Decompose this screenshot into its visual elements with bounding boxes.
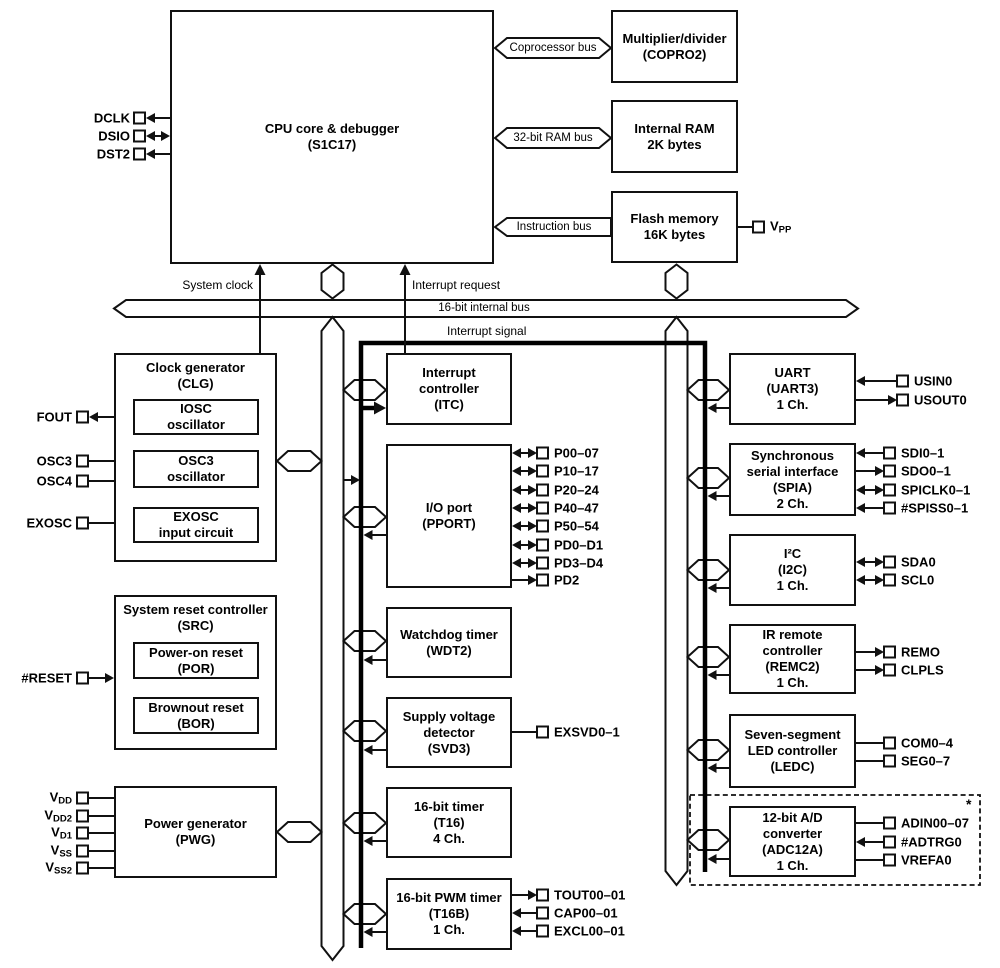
- block-por-l2: (POR): [177, 660, 215, 676]
- block-remc-l4: 1 Ch.: [776, 675, 809, 690]
- pin-label-clpls: CLPLS: [901, 662, 944, 678]
- block-src-subtitle: (SRC): [177, 618, 214, 633]
- port-pin-lines: [512, 448, 548, 586]
- block-uart-l3: 1 Ch.: [776, 397, 809, 412]
- vd1-sub: D1: [59, 830, 72, 842]
- block-itc-l1: Interrupt: [422, 365, 476, 380]
- vss2-base: V: [45, 859, 55, 875]
- vpp-base: V: [770, 218, 779, 234]
- pin-label-scl: SCL0: [901, 572, 935, 588]
- block-remc-l2: controller: [762, 643, 823, 658]
- block-t16b-l3: 1 Ch.: [433, 922, 465, 937]
- vdd-base: V: [49, 789, 59, 805]
- block-t16-l2: (T16): [433, 814, 465, 830]
- block-exosc-l1: EXOSC: [173, 509, 219, 524]
- pin-label-p40: P40–47: [554, 500, 599, 516]
- pin-label-exsvd: EXSVD0–1: [554, 724, 620, 740]
- block-t16b-l2: (T16B): [428, 906, 470, 921]
- block-bor-l2: (BOR): [177, 715, 215, 731]
- block-itc-l3: (ITC): [434, 397, 464, 412]
- block-bor-l1: Brownout reset: [148, 699, 244, 715]
- block-iosc: [133, 399, 259, 435]
- internal-bus-label: 16-bit internal bus: [438, 302, 530, 314]
- block-clg-subtitle: (CLG): [177, 376, 214, 391]
- block-svd: [386, 697, 512, 768]
- interrupt-signal-label: Interrupt signal: [447, 324, 527, 338]
- pin-label-adtrg: #ADTRG0: [901, 834, 962, 850]
- block-i2c-l3: 1 Ch.: [776, 578, 809, 593]
- vpp-pin-line: [738, 222, 764, 233]
- vdd2-base: V: [44, 807, 53, 823]
- block-adc-l4: 1 Ch.: [776, 857, 809, 873]
- block-spia-l3: (SPIA): [773, 479, 812, 495]
- pin-label-p00: P00–07: [554, 445, 599, 461]
- block-spia-l1: Synchronous: [750, 447, 835, 463]
- vdd-sub: DD: [58, 795, 72, 807]
- pin-label-exosc: EXOSC: [26, 515, 72, 531]
- block-pport-l2: (PPORT): [422, 516, 476, 531]
- pin-label-spiss: #SPISS0–1: [901, 500, 969, 516]
- pin-label-p10: P10–17: [554, 463, 599, 479]
- coprocessor-bus-label: Coprocessor bus: [509, 42, 597, 54]
- pin-label-pd0: PD0–D1: [554, 537, 604, 553]
- block-ram: [611, 100, 738, 173]
- ram-bus-label: 32-bit RAM bus: [513, 132, 593, 144]
- pin-label-vpp: [770, 219, 791, 236]
- system-clock-label: System clock: [182, 278, 253, 292]
- pin-label-seg: SEG0–7: [901, 753, 951, 769]
- pin-label-dclk: DCLK: [93, 110, 130, 126]
- right-vertical-bus: [666, 317, 688, 885]
- block-spia: [729, 443, 856, 516]
- pin-label-vss: [51, 843, 72, 860]
- pin-label-sdo: SDO0–1: [901, 463, 951, 479]
- block-pport-l1: I/O port: [425, 500, 473, 515]
- block-wdt: [386, 607, 512, 678]
- pin-label-p50: P50–54: [554, 518, 599, 534]
- block-pwg-l1: Power generator: [144, 816, 247, 831]
- pin-label-pd2: PD2: [554, 572, 580, 588]
- block-spia-l2: serial interface: [746, 463, 839, 479]
- block-uart-l2: (UART3): [766, 381, 819, 396]
- vpp-sub: PP: [778, 224, 792, 236]
- block-spia-l4: 2 Ch.: [776, 495, 809, 511]
- pin-label-pd3: PD3–D4: [554, 555, 604, 571]
- block-exosc: [133, 507, 259, 543]
- vdd2-sub: DD2: [52, 813, 72, 825]
- t16b-pin-lines: [512, 890, 548, 937]
- pin-label-adin: ADIN00–07: [901, 815, 969, 831]
- block-t16b-l1: 16-bit PWM timer: [396, 890, 502, 905]
- block-t16b: [386, 878, 512, 950]
- block-uart: [729, 353, 856, 425]
- block-src-title: System reset controller: [123, 602, 268, 617]
- block-i2c-l2: (I2C): [778, 562, 807, 577]
- pin-label-reset: #RESET: [21, 670, 72, 686]
- vss-sub: SS: [59, 848, 72, 860]
- block-osc3: [133, 450, 259, 488]
- block-ledc-l3: (LEDC): [770, 759, 815, 774]
- block-pwg: [114, 786, 277, 878]
- block-wdt-l2: (WDT2): [426, 642, 472, 658]
- block-remc-l1: IR remote: [762, 627, 823, 642]
- pin-label-tout: TOUT00–01: [554, 887, 626, 903]
- block-adc: [729, 806, 856, 877]
- block-i2c-l1: I²C: [783, 546, 802, 561]
- debug-pin-lines: [134, 113, 170, 160]
- cpu-bus-connector: [322, 265, 344, 299]
- block-pport: [386, 444, 512, 588]
- pin-label-vrefa: VREFA0: [901, 852, 952, 868]
- block-ledc-l1: Seven-segment: [744, 727, 841, 742]
- vd1-base: V: [51, 824, 60, 840]
- block-ledc-l2: LED controller: [747, 743, 838, 758]
- block-osc3-l1: OSC3: [178, 453, 214, 468]
- pin-label-cap: CAP00–01: [554, 905, 618, 921]
- block-adc-l3: (ADC12A): [762, 841, 823, 857]
- pin-label-usin: USIN0: [914, 373, 953, 389]
- block-uart-l1: UART: [774, 365, 811, 380]
- pin-label-vdd2: [44, 808, 72, 825]
- block-i2c: [729, 534, 856, 606]
- pin-label-dsio: DSIO: [98, 128, 130, 144]
- block-ledc: [729, 714, 856, 788]
- block-ram-size: 2K bytes: [647, 136, 702, 152]
- block-wdt-l1: Watchdog timer: [400, 626, 498, 642]
- pin-label-excl: EXCL00–01: [554, 923, 625, 939]
- block-ram-title: Internal RAM: [634, 120, 715, 136]
- block-adc-l1: 12-bit A/D: [762, 809, 823, 825]
- block-svd-l3: (SVD3): [427, 740, 471, 756]
- pin-label-osc3: OSC3: [36, 453, 72, 469]
- block-flash-size: 16K bytes: [643, 227, 706, 242]
- block-bor: [133, 697, 259, 734]
- block-flash-title: Flash memory: [630, 211, 719, 226]
- block-pwg-l2: (PWG): [175, 832, 216, 847]
- svd-pin-line: [512, 727, 548, 738]
- block-svd-l1: Supply voltage: [402, 708, 496, 724]
- instruction-bus-label: Instruction bus: [516, 221, 592, 233]
- block-osc3-l2: oscillator: [167, 469, 225, 484]
- pin-label-dst2: DST2: [96, 146, 130, 162]
- pin-label-fout: FOUT: [36, 409, 72, 425]
- pin-label-usout: USOUT0: [914, 392, 967, 408]
- block-remc: [729, 624, 856, 694]
- block-flash: [611, 191, 738, 263]
- pin-label-p20: P20–24: [554, 482, 599, 498]
- pin-label-vd1: [51, 825, 72, 842]
- block-cpu: [170, 10, 494, 264]
- block-t16-l1: 16-bit timer: [413, 798, 485, 814]
- block-por: [133, 642, 259, 679]
- block-t16-l3: 4 Ch.: [433, 830, 465, 846]
- interrupt-request-label: Interrupt request: [412, 278, 501, 292]
- block-itc-l2: controller: [419, 381, 479, 396]
- block-itc: [386, 353, 512, 425]
- pin-label-spiclk: SPICLK0–1: [901, 482, 971, 498]
- block-t16: [386, 787, 512, 858]
- block-copro: [611, 10, 738, 83]
- vss-base: V: [50, 842, 60, 858]
- block-svd-l2: detector: [423, 724, 475, 740]
- pin-label-vdd: [50, 790, 72, 807]
- block-clg-title: Clock generator: [146, 360, 245, 375]
- block-iosc-l1: IOSC: [180, 401, 212, 416]
- block-cpu-title: CPU core & debugger: [264, 121, 400, 136]
- pin-label-sda: SDA0: [901, 554, 936, 570]
- pin-label-osc4: OSC4: [36, 473, 72, 489]
- block-adc-l2: converter: [762, 825, 823, 841]
- pin-label-com: COM0–4: [901, 735, 954, 751]
- block-cpu-subtitle: (S1C17): [307, 137, 357, 152]
- block-iosc-l2: oscillator: [167, 417, 225, 432]
- middle-vertical-bus: [322, 317, 344, 960]
- flash-bus-connector: [666, 265, 688, 299]
- block-remc-l3: (REMC2): [765, 659, 820, 674]
- block-exosc-l2: input circuit: [158, 525, 234, 540]
- block-copro-title: Multiplier/divider: [622, 30, 727, 46]
- pin-label-vss2: [45, 860, 72, 877]
- pin-label-remo: REMO: [901, 644, 940, 660]
- vss2-sub: SS2: [54, 865, 72, 877]
- block-copro-subtitle: (COPRO2): [642, 46, 707, 62]
- adc-option-asterisk: *: [966, 796, 972, 812]
- block-por-l1: Power-on reset: [149, 644, 243, 660]
- pin-label-sdi: SDI0–1: [901, 445, 945, 461]
